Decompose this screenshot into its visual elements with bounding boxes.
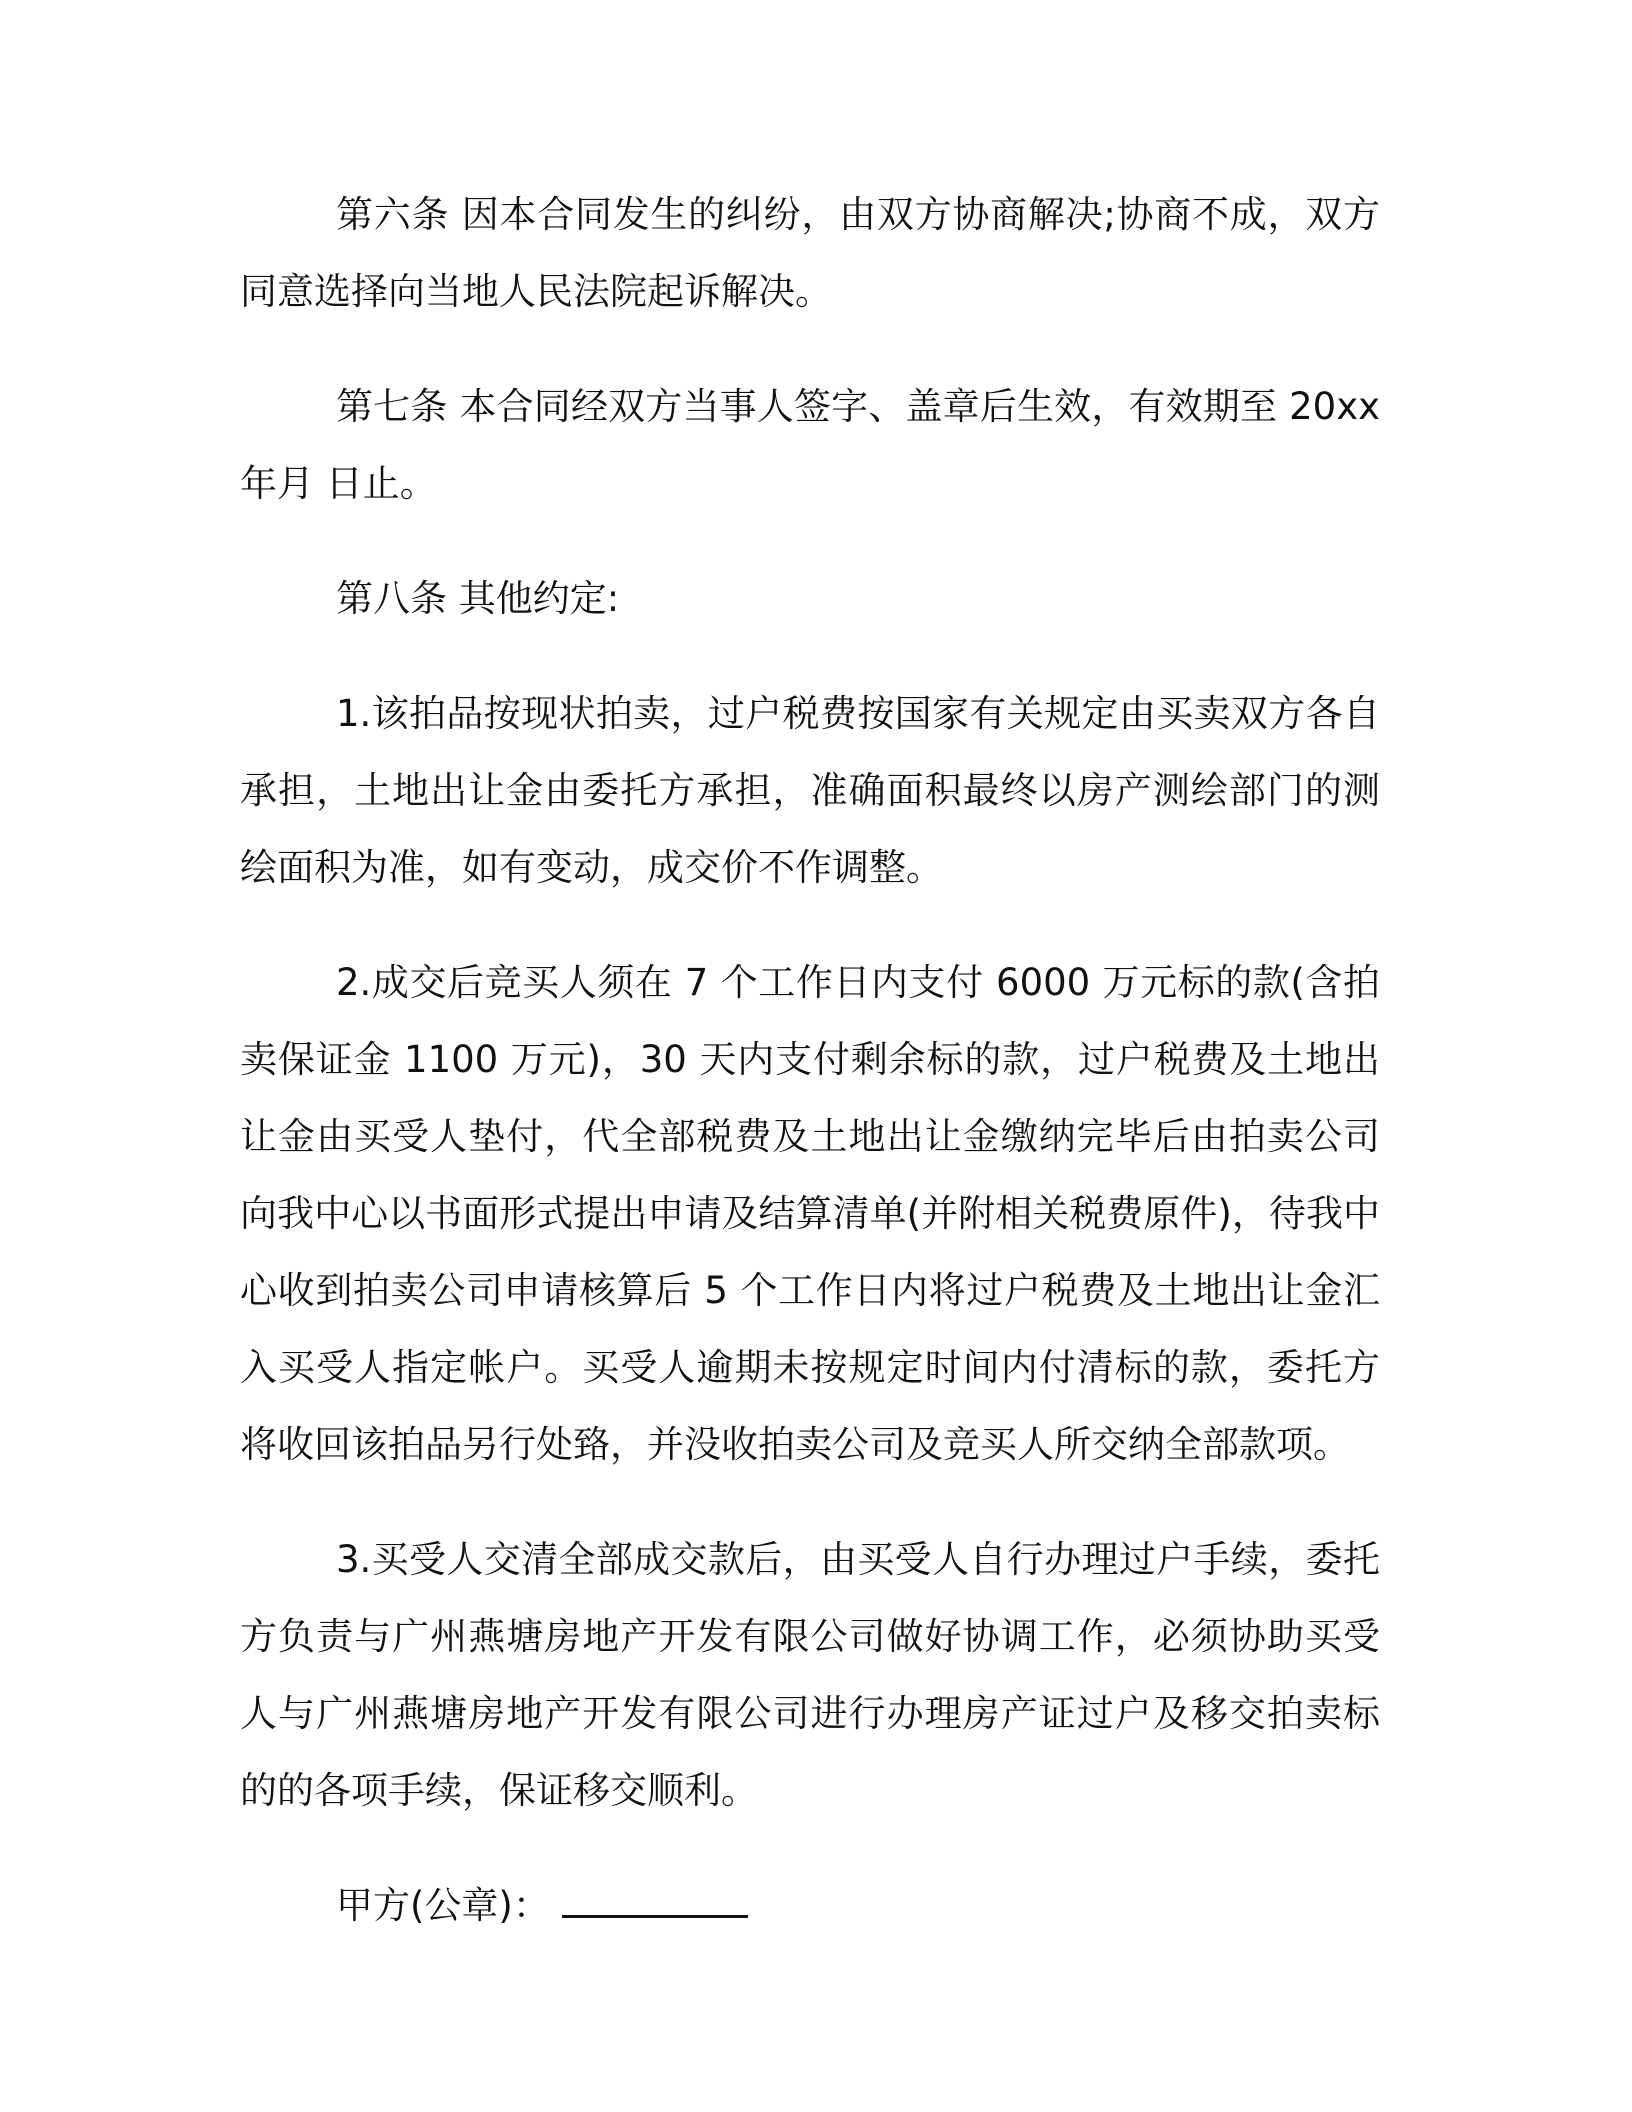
document-body [240,176,1380,1944]
clause-6: 第六条 因本合同发生的纠纷，由双方协商解决;协商不成，双方同意选择向当地人民法院起诉解决。 [240,193,1380,313]
clause-7: 第七条 本合同经双方当事人签字、盖章后生效，有效期至 20xx 年月 日止。 [240,385,1380,505]
clause-8-item-3: 3.买受人交清全部成交款后，由买受人自行办理过户手续，委托方负责与广州燕塘房地产开发有限公司做好协调工作，必须协助买受人与广州燕塘房地产开发有限公司进行办理房产证过户及移交拍卖标的的各项手续，保证移交顺利。 [240,1538,1380,1812]
clause-8-item-1: 1.该拍品按现状拍卖，过户税费按国家有关规定由买卖双方各自承担，土地出让金由委托方承担，准确面积最终以房产测绘部门的测绘面积为准，如有变动，成交价不作调整。 [240,692,1380,889]
party-a-label: 甲方(公章)： [336,1884,550,1927]
clause-8-item-2: 2.成交后竞买人须在 7 个工作日内支付 6000 万元标的款(含拍卖保证金 1100 万元)，30 天内支付剩余标的款，过户税费及土地出让金由买受人垫付，代全部税费及土地出让金缴纳完毕后由拍卖公司向我中心以书面形式提出申请及结算清单(并附相关税费原件)，待我中心收到拍卖公司申请核算后 5 个工作日内将过户税费及土地出让金汇入买受人指定帐户。买受人逾期未按规定时间内付清标的款，委托方将收回该拍品另行处臵，并没收拍卖公司及竞买人所交纳全部款项。 [240,961,1380,1466]
party-a-signature-line [240,1867,1380,1944]
signature-blank [562,1885,748,1918]
clause-8-heading: 第八条 其他约定: [336,577,620,620]
